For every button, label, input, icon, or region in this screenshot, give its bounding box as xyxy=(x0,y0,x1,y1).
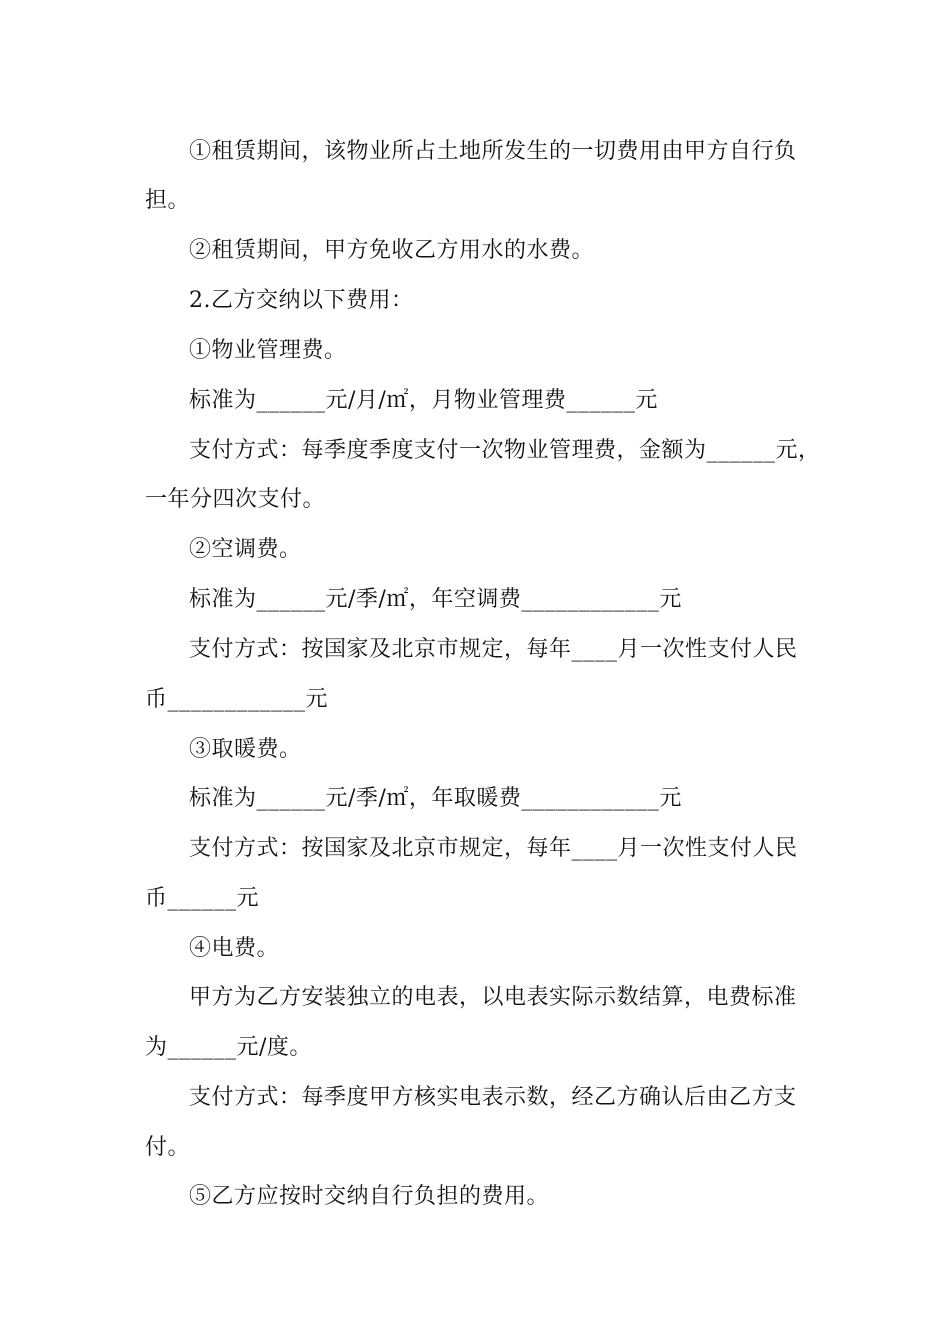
paragraph-line: 付。 xyxy=(145,1135,191,1160)
paragraph-line: ②租赁期间，甲方免收乙方用水的水费。 xyxy=(189,238,595,263)
paragraph-line: 标准为______元/季/㎡，年取暖费____________元 xyxy=(189,786,682,811)
section-heading: 2.乙方交纳以下费用： xyxy=(189,288,414,313)
subsection-heading: ⑤乙方应按时交纳自行负担的费用。 xyxy=(189,1184,550,1209)
paragraph-line: 支付方式：每季度季度支付一次物业管理费，金额为______元， xyxy=(189,438,821,463)
paragraph-line: 一年分四次支付。 xyxy=(145,487,326,512)
paragraph-line: 币____________元 xyxy=(145,687,329,712)
paragraph-line: 标准为______元/季/㎡，年空调费____________元 xyxy=(189,587,682,612)
paragraph-line: 为______元/度。 xyxy=(145,1035,312,1060)
paragraph-line: 支付方式：按国家及北京市规定，每年____月一次性支付人民 xyxy=(189,836,798,861)
subsection-heading: ③取暖费。 xyxy=(189,737,302,762)
paragraph-line: 甲方为乙方安装独立的电表，以电表实际示数结算，电费标准 xyxy=(189,985,797,1010)
paragraph-line: 支付方式：按国家及北京市规定，每年____月一次性支付人民 xyxy=(189,637,798,662)
subsection-heading: ①物业管理费。 xyxy=(189,338,347,363)
paragraph-line: 支付方式：每季度甲方核实电表示数，经乙方确认后由乙方支 xyxy=(189,1085,797,1110)
paragraph-line: ①租赁期间，该物业所占土地所发生的一切费用由甲方自行负 xyxy=(189,139,797,164)
paragraph-line: 担。 xyxy=(145,188,191,213)
paragraph-line: 币______元 xyxy=(145,886,260,911)
subsection-heading: ②空调费。 xyxy=(189,537,302,562)
paragraph-line: 标准为______元/月/㎡，月物业管理费______元 xyxy=(189,388,658,413)
subsection-heading: ④电费。 xyxy=(189,936,280,961)
